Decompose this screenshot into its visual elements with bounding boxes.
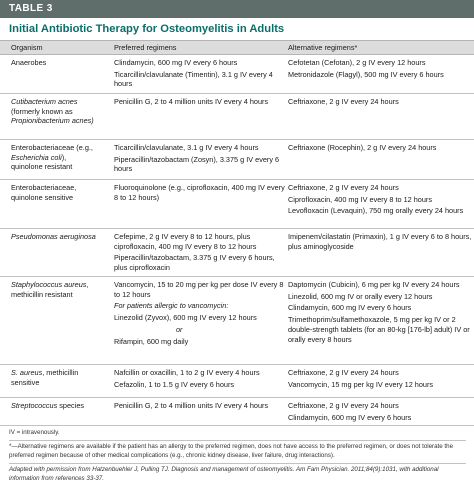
alternative-cell <box>285 365 473 397</box>
regimen: Levofloxacin (Levaquin), 750 mg orally every 24 hours <box>288 206 464 216</box>
table-row <box>0 55 474 94</box>
header-alternative: Alternative regimens* <box>288 43 358 52</box>
organism-cell <box>0 140 99 179</box>
organism-name: Cutibacterium acnes <box>11 97 78 106</box>
organism-name: Streptococcus <box>11 401 58 410</box>
regimen: Ceftriaxone, 2 g IV every 24 hours <box>288 97 399 106</box>
organism-name: Pseudomonas aeruginosa <box>11 232 96 241</box>
regimen: Vancomycin, 15 mg per kg IV every 12 hours <box>288 379 434 389</box>
organism-cell <box>0 55 99 93</box>
header-organism: Organism <box>11 43 43 52</box>
table-row <box>0 94 474 140</box>
regimen: Cefepime, 2 g IV every 8 to 12 hours, plus ciprofloxacin, 400 mg IV every 8 to 12 hours <box>114 232 257 251</box>
regimen: Fluoroquinolone (e.g., ciprofloxacin, 400 mg IV every 8 to 12 hours) <box>114 183 285 202</box>
footnote-source: Adapted with permission from Hatzenbuehler J, Pulling TJ. Diagnosis and management of osteomyelitis. Am Fam Physician. 2011;84(9):1031, with additional information from references 33-37. <box>9 466 439 482</box>
regimen: Ceftriaxone (Rocephin), 2 g IV every 24 hours <box>288 143 437 152</box>
organism-note: , methicillin resistant <box>11 280 89 299</box>
regimen: Daptomycin (Cubicin), 6 mg per kg IV every 24 hours <box>288 280 460 289</box>
column-header-row <box>0 40 474 55</box>
alternative-cell <box>285 229 473 276</box>
preferred-cell <box>99 94 285 139</box>
regimen: Nafcillin or oxacillin, 1 to 2 g IV every 4 hours <box>114 368 260 377</box>
organism-cell <box>0 180 99 228</box>
organism-name: S. aureus <box>11 368 43 377</box>
regimen: Ceftriaxone, 2 g IV every 24 hours <box>288 401 399 410</box>
regimen: Trimethoprim/sulfamethoxazole, 5 mg per kg IV or 2 double-strength tablets (for an 80-kg [176-lb] adult) IV or orally every 8 hours <box>288 315 470 344</box>
preferred-cell <box>99 229 285 276</box>
table-row <box>0 398 474 426</box>
regimen: Ceftriaxone, 2 g IV every 24 hours <box>288 183 399 192</box>
regimen: Piperacillin/tazobactam (Zosyn), 3.375 g IV every 6 hours <box>114 154 280 174</box>
regimen: Penicillin G, 2 to 4 million units IV every 4 hours <box>114 97 269 106</box>
alternative-cell <box>285 277 473 364</box>
regimen: Ceftriaxone, 2 g IV every 24 hours <box>288 368 399 377</box>
regimen: Ticarcillin/clavulanate, 3.1 g IV every 4 hours <box>114 143 259 152</box>
preferred-cell <box>99 398 285 425</box>
regimen: Penicillin G, 2 to 4 million units IV every 4 hours <box>114 401 269 410</box>
organism-cell <box>0 398 99 425</box>
organism-cell <box>0 365 99 397</box>
preferred-cell <box>99 55 285 93</box>
organism-note: Escherichia coli <box>11 152 62 162</box>
regimen: Linezolid, 600 mg IV or orally every 12 hours <box>288 291 433 301</box>
regimen: Piperacillin/tazobactam, 3.375 g IV every 6 hours, plus ciprofloxacin <box>114 253 275 273</box>
organism-note: , methicillin sensitive <box>11 368 79 387</box>
organism-note: species <box>59 401 85 410</box>
header-preferred: Preferred regimens <box>114 43 177 52</box>
organism-name: Enterobacteriaceae (e.g., <box>11 143 93 152</box>
regimen: Clindamycin, 600 mg IV every 6 hours <box>288 412 412 422</box>
table-row <box>0 140 474 180</box>
regimen: Clindamycin, 600 mg IV every 6 hours <box>114 58 238 67</box>
or-connector: or <box>176 324 183 334</box>
organism-name: Enterobacteriaceae, quinolone sensitive <box>11 183 77 202</box>
regimen: Ticarcillin/clavulanate (Timentin), 3.1 g IV every 4 hours <box>114 69 273 89</box>
regimen: Metronidazole (Flagyl), 500 mg IV every 6 hours <box>288 69 444 79</box>
organism-name: Staphylococcus aureus <box>11 280 87 289</box>
table-row <box>0 180 474 229</box>
alternative-cell <box>285 140 473 179</box>
regimen: Cefotetan (Cefotan), 2 g IV every 12 hours <box>288 58 426 67</box>
regimen: Ciprofloxacin, 400 mg IV every 8 to 12 hours <box>288 194 432 204</box>
footnote-iv: IV = intravenously. <box>9 429 466 441</box>
organism-note: (formerly known as <box>11 106 73 116</box>
alternative-cell <box>285 398 473 425</box>
alternative-cell <box>285 180 473 228</box>
organism-note: Propionibacterium acnes) <box>11 116 94 126</box>
regimen: Cefazolin, 1 to 1.5 g IV every 6 hours <box>114 379 235 389</box>
regimen: Rifampin, 600 mg daily <box>114 336 189 346</box>
footnote-alternative: *—Alternative regimens are available if the patient has an allergy to the preferred regimen, does not have access to the preferred regimen, or does not tolerate the preferred regimen because of other medical complications (e.g., chronic kidney disease, liver failure, drug interactions). <box>9 443 466 464</box>
organism-note: ), quinolone resistant <box>11 152 73 172</box>
regimen: Vancomycin, 15 to 20 mg per kg per dose IV every 8 to 12 hours <box>114 280 284 299</box>
organism-cell <box>0 277 99 364</box>
table-title: Initial Antibiotic Therapy for Osteomyelitis in Adults <box>9 23 285 35</box>
regimen: Clindamycin, 600 mg IV every 6 hours <box>288 303 412 313</box>
preferred-cell <box>99 277 285 364</box>
allergy-note: For patients allergic to vancomycin: <box>114 301 229 311</box>
preferred-cell <box>99 180 285 228</box>
organism-name: Anaerobes <box>11 58 47 67</box>
preferred-cell <box>99 365 285 397</box>
footnotes <box>0 429 474 483</box>
table-row <box>0 277 474 365</box>
table-tag: TABLE 3 <box>0 0 474 18</box>
alternative-cell <box>285 94 473 139</box>
preferred-cell <box>99 140 285 179</box>
table-row <box>0 365 474 398</box>
organism-cell <box>0 94 99 139</box>
regimen: Linezolid (Zyvox), 600 mg IV every 12 hours <box>114 313 257 323</box>
alternative-cell <box>285 55 473 93</box>
table-row <box>0 229 474 277</box>
regimen: Imipenem/cilastatin (Primaxin), 1 g IV every 6 to 8 hours, plus aminoglycoside <box>288 232 472 251</box>
organism-cell <box>0 229 99 276</box>
